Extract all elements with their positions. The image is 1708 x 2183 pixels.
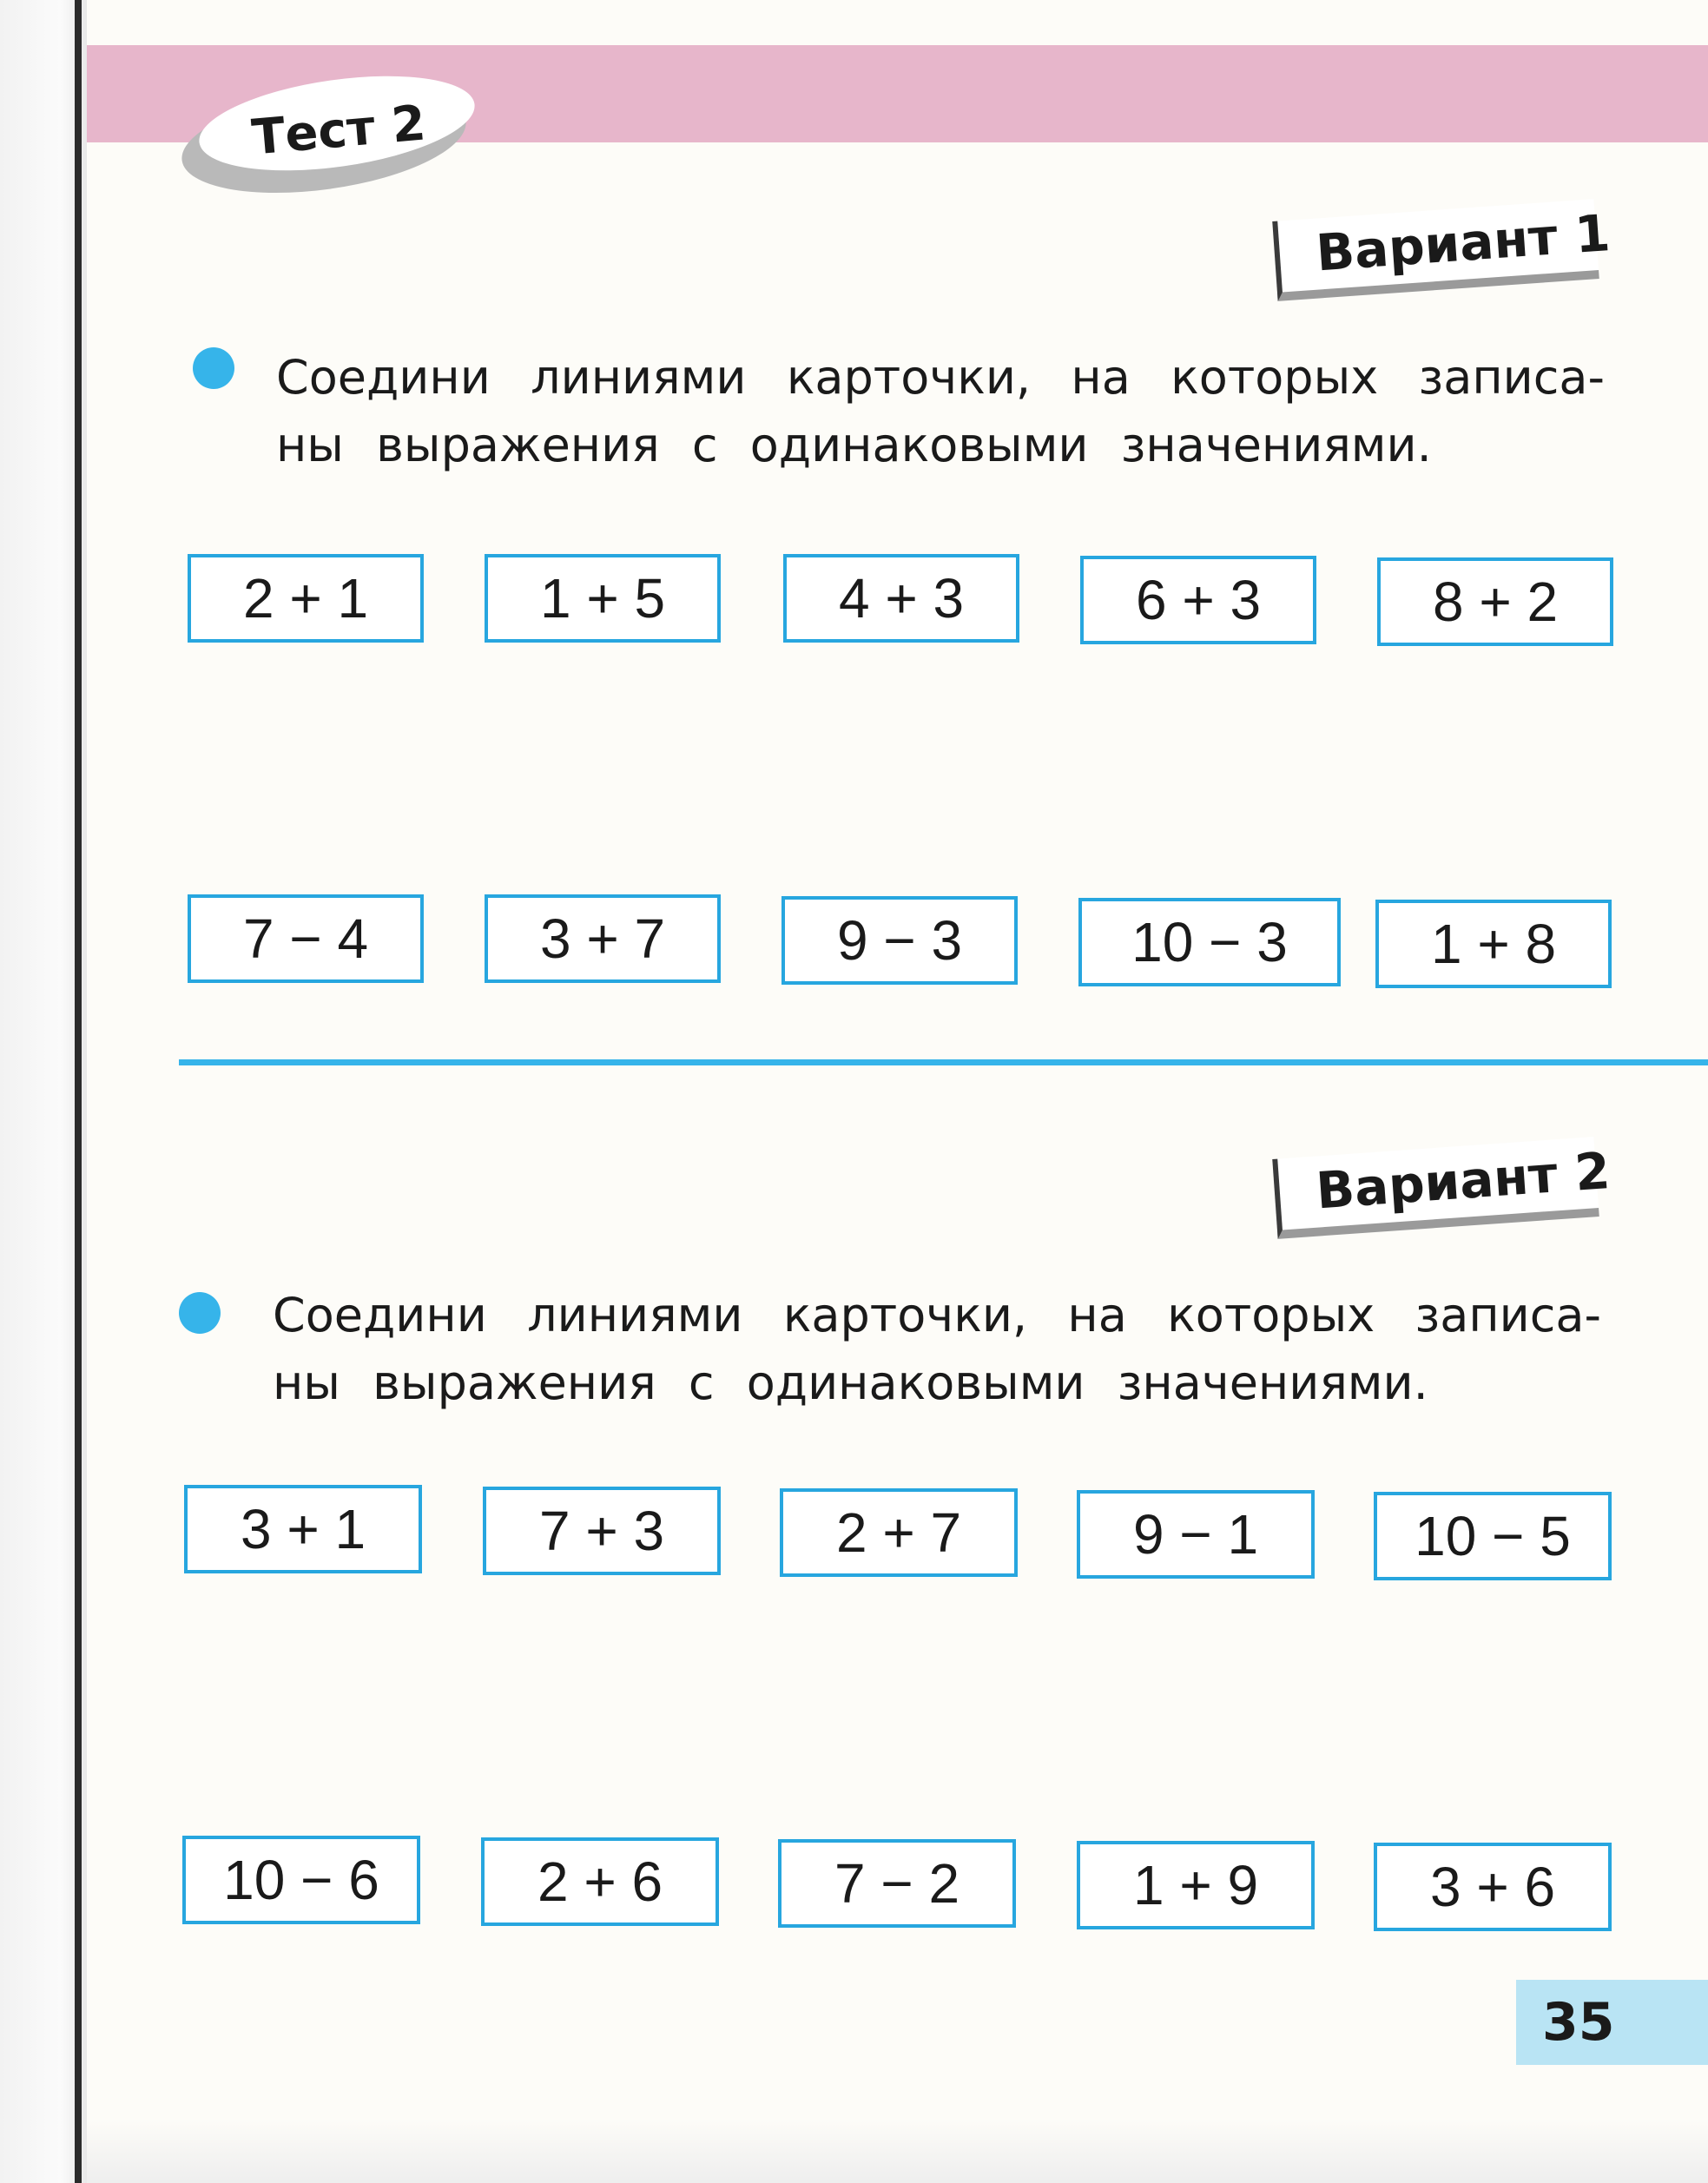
- variant-1-card-r2-2[interactable]: 3 + 7: [485, 894, 721, 983]
- variant-1-card-r2-4[interactable]: 10 − 3: [1078, 898, 1341, 986]
- variant-1-card-r1-2[interactable]: 1 + 5: [485, 554, 721, 643]
- variant-2-tag: [1272, 1137, 1612, 1239]
- variant-2-card-r1-4[interactable]: 9 − 1: [1077, 1490, 1315, 1579]
- variant-1-bullet: [193, 347, 234, 389]
- variant-2-card-r1-5[interactable]: 10 − 5: [1374, 1492, 1612, 1580]
- variant-2-task-line-1: Соедини линиями карточки, на которых записа-: [273, 1288, 1601, 1342]
- variant-2-card-r2-1[interactable]: 10 − 6: [182, 1836, 420, 1924]
- variant-2-task-text: [273, 1282, 1601, 1417]
- variant-1-title: Вариант 1: [1314, 203, 1612, 283]
- variant-2-card-r2-2[interactable]: 2 + 6: [481, 1837, 719, 1926]
- variant-1-task-line-2: ны выражения с одинаковыми значениями.: [276, 418, 1432, 472]
- variant-1-card-r1-3[interactable]: 4 + 3: [783, 554, 1019, 643]
- variant-1-task-text: [276, 344, 1605, 479]
- page-number-box: [1516, 1980, 1708, 2065]
- variant-2-card-r1-1[interactable]: 3 + 1: [184, 1485, 422, 1573]
- variant-1-task-line-1: Соедини линиями карточки, на которых записа-: [276, 350, 1605, 405]
- variant-1-card-r2-1[interactable]: 7 − 4: [188, 894, 424, 983]
- variant-2-bullet: [179, 1292, 221, 1334]
- variant-2-card-r1-3[interactable]: 2 + 7: [780, 1488, 1018, 1577]
- page-number: 35: [1542, 1992, 1615, 2053]
- variant-2-task-line-2: ны выражения с одинаковыми значениями.: [273, 1355, 1428, 1410]
- variant-2-card-r2-5[interactable]: 3 + 6: [1374, 1843, 1612, 1931]
- binding-edge-line: [75, 0, 82, 2183]
- variant-1-card-r1-4[interactable]: 6 + 3: [1080, 556, 1316, 644]
- test-title: Тест 2: [249, 95, 428, 167]
- variant-2-title: Вариант 2: [1314, 1141, 1612, 1221]
- variant-1-card-r2-3[interactable]: 9 − 3: [781, 896, 1018, 985]
- variant-2-card-r2-4[interactable]: 1 + 9: [1077, 1841, 1315, 1929]
- page-binding: [0, 0, 87, 2183]
- variant-2-card-r1-2[interactable]: 7 + 3: [483, 1487, 721, 1575]
- variant-divider: [179, 1059, 1708, 1065]
- variant-2-card-r2-3[interactable]: 7 − 2: [778, 1839, 1016, 1928]
- variant-1-card-r1-5[interactable]: 8 + 2: [1377, 557, 1613, 646]
- variant-1-card-r2-5[interactable]: 1 + 8: [1375, 900, 1612, 988]
- variant-1-tag: [1272, 199, 1612, 301]
- page-bottom-edge: [87, 2119, 1708, 2183]
- variant-1-card-r1-1[interactable]: 2 + 1: [188, 554, 424, 643]
